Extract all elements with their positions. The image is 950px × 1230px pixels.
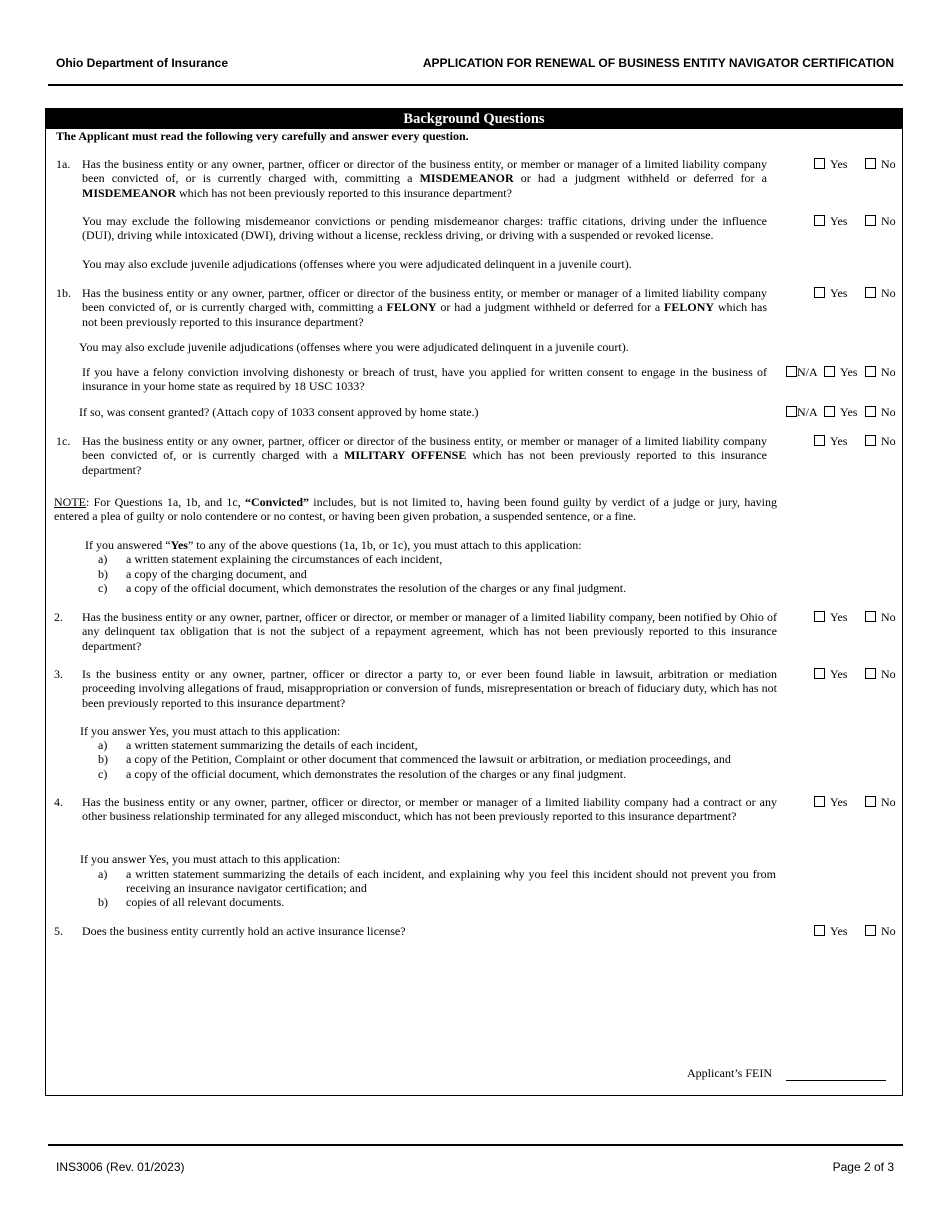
q1b-consent-question: If you have a felony conviction involving dishonesty or breach of trust, have you applied for written consent to engage in the business of insurance in your home state as required by 18 USC 1033? <box>82 365 767 394</box>
q1a-yes-checkbox[interactable] <box>814 158 825 169</box>
q2-yes-label: Yes <box>830 610 848 624</box>
footer-rule <box>48 1144 903 1146</box>
q1b-consent-na-label: N/A <box>797 365 818 379</box>
q4-attach-item-letter: a) <box>98 867 108 881</box>
q5-text: Does the business entity currently hold an active insurance license? <box>82 924 406 938</box>
fein-input-line[interactable] <box>786 1080 886 1081</box>
q3-text: Is the business entity or any owner, partner, officer or director a party to, or ever been found liable in lawsuit, arbitration or mediation proceeding involving allegations of fraud, misappropriation or conversion of funds, misrepresentation or breach of fiduciary duty, which has not been previously reported to this insurance department? <box>82 667 777 710</box>
q5-no-label: No <box>881 924 896 938</box>
q1b-consent-no-label: No <box>881 365 896 379</box>
q1c-no-checkbox[interactable] <box>865 435 876 446</box>
q4-yes-label: Yes <box>830 795 848 809</box>
q1b-granted-no-label: No <box>881 405 896 419</box>
q5-no-checkbox[interactable] <box>865 925 876 936</box>
form-title: APPLICATION FOR RENEWAL OF BUSINESS ENTITY NAVIGATOR CERTIFICATION <box>422 56 894 70</box>
q1c-yes-label: Yes <box>830 434 848 448</box>
q2-no-checkbox[interactable] <box>865 611 876 622</box>
convicted-definition-note: NOTE: For Questions 1a, 1b, and 1c, “Convicted” includes, but is not limited to, having been found guilty by verdict of a judge or jury, having entered a plea of guilty or nolo contendere or no contest, or having been given probation, a suspended sentence, or a fine. <box>54 495 777 524</box>
q4-no-checkbox[interactable] <box>865 796 876 807</box>
q4-attach-item-text: a written statement summarizing the details of each incident, and explaining why you feel this incident should not prevent you from receiving an insurance navigator certification; and <box>126 867 776 896</box>
q1c-yes-checkbox[interactable] <box>814 435 825 446</box>
q1c-text: Has the business entity or any owner, partner, officer or director of the business entity, or member or manager of a limited liability company been convicted of, or is currently charged with a MILITARY OFFENSE which has not been previously reported to this insurance department? <box>82 434 767 477</box>
section-intro: The Applicant must read the following very carefully and answer every question. <box>56 129 469 143</box>
attach1-intro: If you answered “Yes” to any of the above questions (1a, 1b, or 1c), you must attach to this application: <box>85 538 582 552</box>
q1b-granted-na-label: N/A <box>797 405 818 419</box>
q4-attach-item-text: copies of all relevant documents. <box>126 895 285 909</box>
attach1-item-text: a written statement explaining the circumstances of each incident, <box>126 552 443 566</box>
fein-label: Applicant’s FEIN <box>687 1066 772 1080</box>
q4-attach-item-letter: b) <box>98 895 108 909</box>
q3-attach-item-letter: a) <box>98 738 108 752</box>
q1b-no-checkbox[interactable] <box>865 287 876 298</box>
q4-yes-checkbox[interactable] <box>814 796 825 807</box>
q4-number: 4. <box>54 795 63 809</box>
q3-attach-intro: If you answer Yes, you must attach to this application: <box>80 724 341 738</box>
attach1-item-text: a copy of the charging document, and <box>126 567 307 581</box>
q1a-juvenile-note: You may also exclude juvenile adjudications (offenses where you were adjudicated delinquent in a juvenile court). <box>82 257 632 271</box>
q1b-yes-checkbox[interactable] <box>814 287 825 298</box>
agency-name: Ohio Department of Insurance <box>56 56 229 70</box>
q3-number: 3. <box>54 667 63 681</box>
page-number: Page 2 of 3 <box>832 1160 894 1174</box>
q1a-number: 1a. <box>56 157 71 171</box>
q2-no-label: No <box>881 610 896 624</box>
q3-attach-item-text: a written statement summarizing the details of each incident, <box>126 738 418 752</box>
q2-yes-checkbox[interactable] <box>814 611 825 622</box>
form-number: INS3006 (Rev. 01/2023) <box>56 1160 185 1174</box>
q1b-consent-no-checkbox[interactable] <box>865 366 876 377</box>
q1a-excl-no-checkbox[interactable] <box>865 215 876 226</box>
q1b-consent-yes-checkbox[interactable] <box>824 366 835 377</box>
q3-yes-label: Yes <box>830 667 848 681</box>
q1b-granted-no-checkbox[interactable] <box>865 406 876 417</box>
section-title: Background Questions <box>46 109 902 129</box>
q1b-granted-yes-checkbox[interactable] <box>824 406 835 417</box>
q3-attach-item-text: a copy of the Petition, Complaint or other document that commenced the lawsuit or arbitration, or mediation proceedings, and <box>126 752 731 766</box>
q1b-granted-yes-label: Yes <box>840 405 858 419</box>
q1a-excl-yes-checkbox[interactable] <box>814 215 825 226</box>
header-rule <box>48 84 903 86</box>
q1b-yes-label: Yes <box>830 286 848 300</box>
q5-yes-checkbox[interactable] <box>814 925 825 936</box>
q2-text: Has the business entity or any owner, partner, officer or director, or member or manager of a limited liability company, been notified by Ohio of any delinquent tax obligation that is not the subject of a repayment agreement, which has not been previously reported to this insurance department? <box>82 610 777 653</box>
q5-number: 5. <box>54 924 63 938</box>
q3-no-checkbox[interactable] <box>865 668 876 679</box>
q1a-excl-no-label: No <box>881 214 896 228</box>
q5-yes-label: Yes <box>830 924 848 938</box>
q1b-consent-yes-label: Yes <box>840 365 858 379</box>
q1b-granted-question: If so, was consent granted? (Attach copy of 1033 consent approved by home state.) <box>79 405 479 419</box>
q4-attach-intro: If you answer Yes, you must attach to this application: <box>80 852 341 866</box>
q1b-number: 1b. <box>56 286 71 300</box>
q1b-granted-na-checkbox[interactable] <box>786 406 797 417</box>
q1a-exclusions: You may exclude the following misdemeanor convictions or pending misdemeanor charges: traffic citations, driving under the influence (DUI), driving while intoxicated (DWI), driving without a license, reckless driving, or driving with a suspended or revoked license. <box>82 214 767 243</box>
q3-no-label: No <box>881 667 896 681</box>
attach1-item-text: a copy of the official document, which demonstrates the resolution of the charges or any final judgment. <box>126 581 627 595</box>
q1a-excl-yes-label: Yes <box>830 214 848 228</box>
q2-number: 2. <box>54 610 63 624</box>
q1a-no-label: No <box>881 157 896 171</box>
attach1-item-letter: b) <box>98 567 108 581</box>
q1c-number: 1c. <box>56 434 71 448</box>
q3-attach-item-text: a copy of the official document, which demonstrates the resolution of the charges or any final judgment. <box>126 767 627 781</box>
q1a-text: Has the business entity or any owner, partner, officer or director of the business entity, or member or manager of a limited liability company been convicted of, or is currently charged with, committing a MISDEMEANOR or had a judgment withheld or deferred for a MISDEMEANOR which has not been previously reported to this insurance department? <box>82 157 767 200</box>
q1b-consent-na-checkbox[interactable] <box>786 366 797 377</box>
q1c-no-label: No <box>881 434 896 448</box>
q1b-juvenile-note: You may also exclude juvenile adjudications (offenses where you were adjudicated delinquent in a juvenile court). <box>79 340 629 354</box>
attach1-item-letter: a) <box>98 552 108 566</box>
q1b-no-label: No <box>881 286 896 300</box>
q1a-yes-label: Yes <box>830 157 848 171</box>
attach1-item-letter: c) <box>98 581 108 595</box>
q3-attach-item-letter: b) <box>98 752 108 766</box>
q1b-text: Has the business entity or any owner, partner, officer or director of the business entity, or member or manager of a limited liability company been convicted of, or is currently charged with, committing a FELONY or had a judgment withheld or deferred for a FELONY which has not been previously reported to this insurance department? <box>82 286 767 329</box>
q1a-no-checkbox[interactable] <box>865 158 876 169</box>
q4-no-label: No <box>881 795 896 809</box>
q3-yes-checkbox[interactable] <box>814 668 825 679</box>
q4-text: Has the business entity or any owner, partner, officer or director, or member or manager of a limited liability company had a contract or any other business relationship terminated for any alleged misconduct, which has not been previously reported to this insurance department? <box>82 795 777 824</box>
q3-attach-item-letter: c) <box>98 767 108 781</box>
